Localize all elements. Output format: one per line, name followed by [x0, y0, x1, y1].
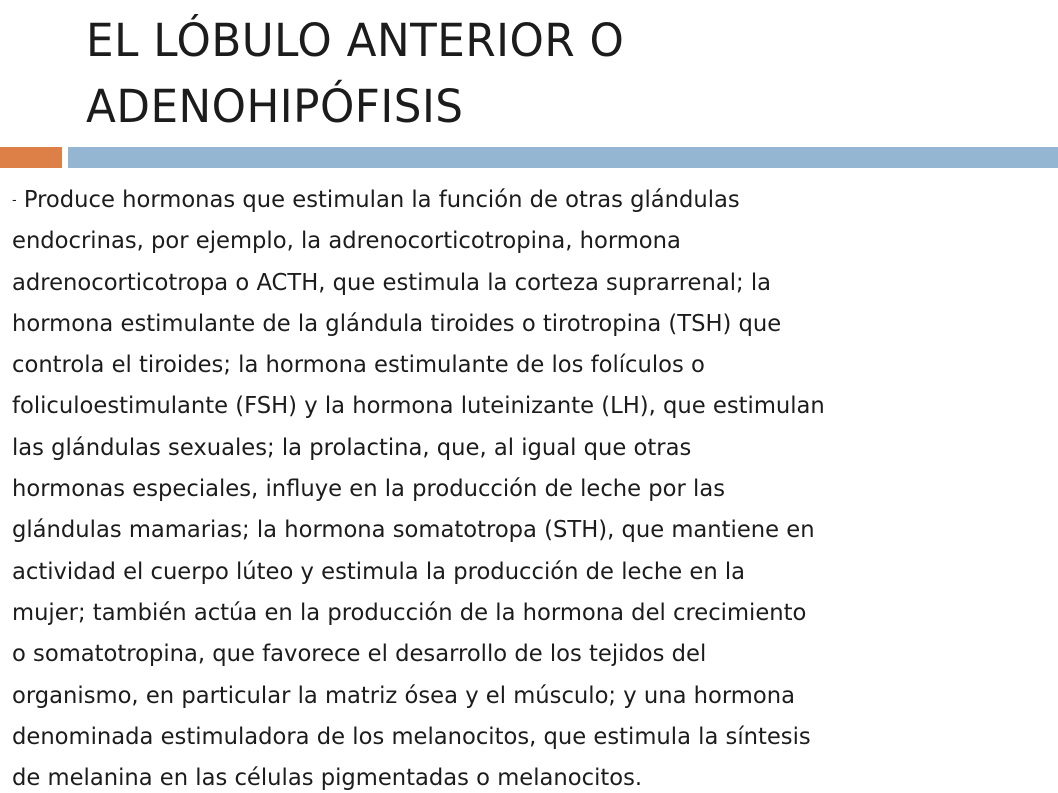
body-line: hormonas especiales, influye en la producción de leche por las — [12, 476, 726, 503]
body-line: adrenocorticotropa o ACTH, que estimula la corteza suprarrenal; la — [12, 269, 772, 296]
body-line: denominada estimuladora de los melanocitos, que estimula la síntesis — [12, 723, 811, 750]
body-line: endocrinas, por ejemplo, la adrenocorticotropina, hormona — [12, 228, 681, 255]
body-line — [12, 180, 1056, 221]
slide-title-line-2: ADENOHIPÓFISIS — [86, 80, 464, 133]
body-line: mujer; también actúa en la producción de la hormona del crecimiento — [12, 599, 807, 626]
body-line: hormona estimulante de la glándula tiroides o tirotropina (TSH) que — [12, 310, 782, 337]
accent-bar-blue — [68, 147, 1058, 168]
body-line-text: Produce hormonas que estimulan la función de otras glándulas — [23, 187, 740, 213]
body-line: de melanina en las células pigmentadas o melanocitos. — [12, 765, 643, 792]
body-line: glándulas mamarias; la hormona somatotropa (STH), que mantiene en — [12, 517, 815, 544]
body-line: foliculoestimulante (FSH) y la hormona luteinizante (LH), que estimulan — [12, 393, 825, 420]
bullet-dash: - — [12, 193, 17, 208]
body-line: actividad el cuerpo lúteo y estimula la producción de leche en la — [12, 558, 746, 585]
slide-body-text — [12, 180, 1056, 793]
body-line: organismo, en particular la matriz ósea y el músculo; y una hormona — [12, 682, 795, 709]
body-line: o somatotropina, que favorece el desarrollo de los tejidos del — [12, 641, 707, 668]
body-line: las glándulas sexuales; la prolactina, que, al igual que otras — [12, 434, 692, 461]
slide-title — [86, 8, 1017, 140]
accent-bar-orange — [0, 147, 62, 168]
slide-title-line-1: EL LÓBULO ANTERIOR O — [86, 14, 625, 67]
body-line: controla el tiroides; la hormona estimulante de los folículos o — [12, 352, 705, 379]
